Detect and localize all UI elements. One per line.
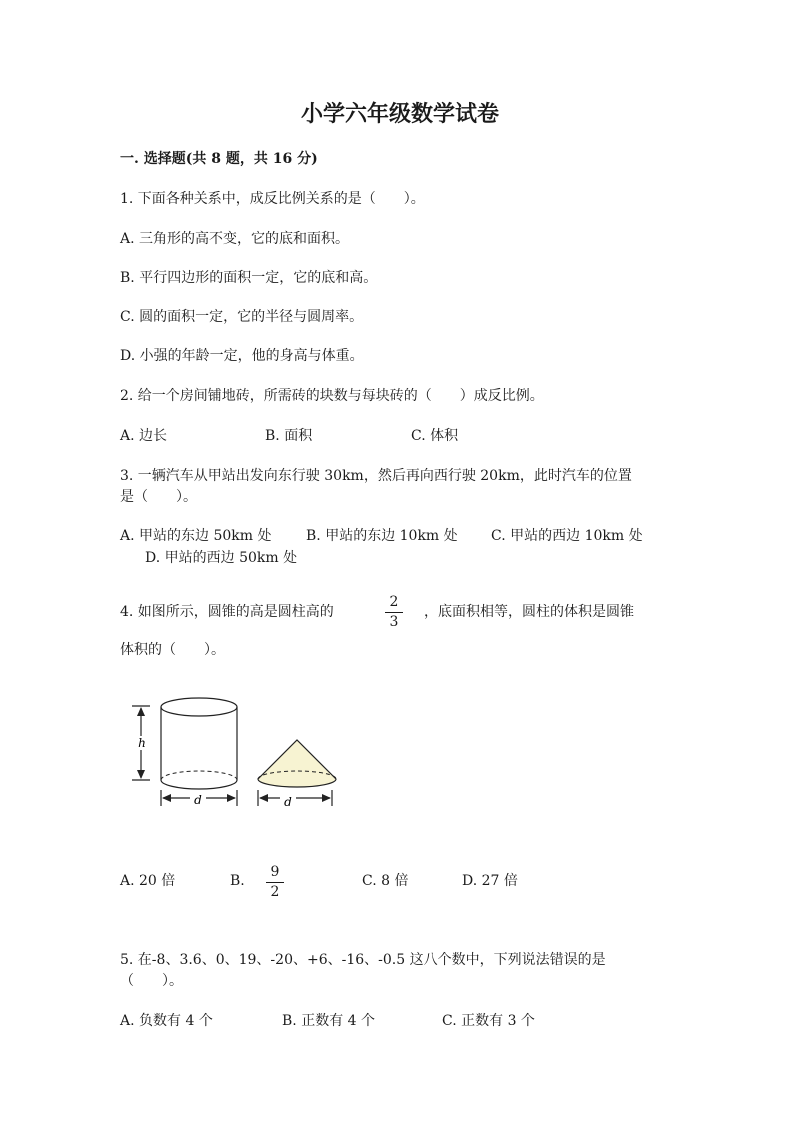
question-4-option-a: A. 20 倍 xyxy=(120,873,176,889)
question-4-stem-part1: 4. 如图所示，圆锥的高是圆柱高的 xyxy=(120,604,334,620)
fraction-denominator: 2 xyxy=(270,884,280,900)
cone-diameter-label: d xyxy=(284,795,292,809)
section-heading: 一. 选择题(共 8 题，共 16 分) xyxy=(120,151,318,167)
question-4-stem-line2: 体积的（ ）。 xyxy=(120,642,225,658)
cylinder-shape xyxy=(161,698,237,789)
question-4-fraction xyxy=(383,594,405,631)
question-1-option-a: A. 三角形的高不变，它的底和面积。 xyxy=(120,231,350,247)
question-4-option-d: D. 27 倍 xyxy=(462,873,518,889)
question-5-stem-line1: 5. 在-8、3.6、0、19、-20、+6、-16、-0.5 这八个数中，下列说法错误的是 xyxy=(120,952,606,968)
question-2-option-b: B. 面积 xyxy=(265,428,313,444)
question-3-option-b: B. 甲站的东边 10km 处 xyxy=(306,528,458,544)
question-1-option-c: C. 圆的面积一定，它的半径与圆周率。 xyxy=(120,309,364,325)
cone-shape xyxy=(258,740,336,787)
question-3-option-a: A. 甲站的东边 50km 处 xyxy=(120,528,272,544)
fraction-numerator: 2 xyxy=(389,594,399,610)
page-title: 小学六年级数学试卷 xyxy=(300,101,499,127)
cylinder-cone-figure xyxy=(120,690,350,815)
question-1-option-d: D. 小强的年龄一定，他的身高与体重。 xyxy=(120,348,364,364)
fraction-bar xyxy=(266,882,284,883)
question-2-option-c: C. 体积 xyxy=(411,428,459,444)
question-2-option-a: A. 边长 xyxy=(120,428,168,444)
question-5-option-a: A. 负数有 4 个 xyxy=(120,1013,213,1029)
question-3-stem-line2: 是（ ）。 xyxy=(120,489,197,505)
fraction-bar xyxy=(385,612,403,613)
question-4-stem-part2: ，底面积相等，圆柱的体积是圆锥 xyxy=(424,604,634,620)
question-3-option-d: D. 甲站的西边 50km 处 xyxy=(145,550,298,566)
fraction-numerator: 9 xyxy=(270,864,280,880)
height-label: h xyxy=(138,736,146,750)
fraction-denominator: 3 xyxy=(389,614,399,630)
question-3-option-c: C. 甲站的西边 10km 处 xyxy=(491,528,643,544)
question-4-option-c: C. 8 倍 xyxy=(362,873,409,889)
question-5-option-c: C. 正数有 3 个 xyxy=(442,1013,535,1029)
question-5-stem-line2: （ ）。 xyxy=(120,973,183,989)
cylinder-diameter-label: d xyxy=(194,793,202,807)
question-4-option-b: B. xyxy=(230,873,245,889)
question-4-option-b-fraction xyxy=(264,864,286,901)
question-1-option-b: B. 平行四边形的面积一定，它的底和高。 xyxy=(120,270,378,286)
question-2-stem: 2. 给一个房间铺地砖，所需砖的块数与每块砖的（ ）成反比例。 xyxy=(120,388,544,404)
question-3-stem-line1: 3. 一辆汽车从甲站出发向东行驶 30km，然后再向西行驶 20km，此时汽车的位置 xyxy=(120,468,632,484)
question-1-stem: 1. 下面各种关系中，成反比例关系的是（ ）。 xyxy=(120,191,425,207)
question-5-option-b: B. 正数有 4 个 xyxy=(282,1013,375,1029)
